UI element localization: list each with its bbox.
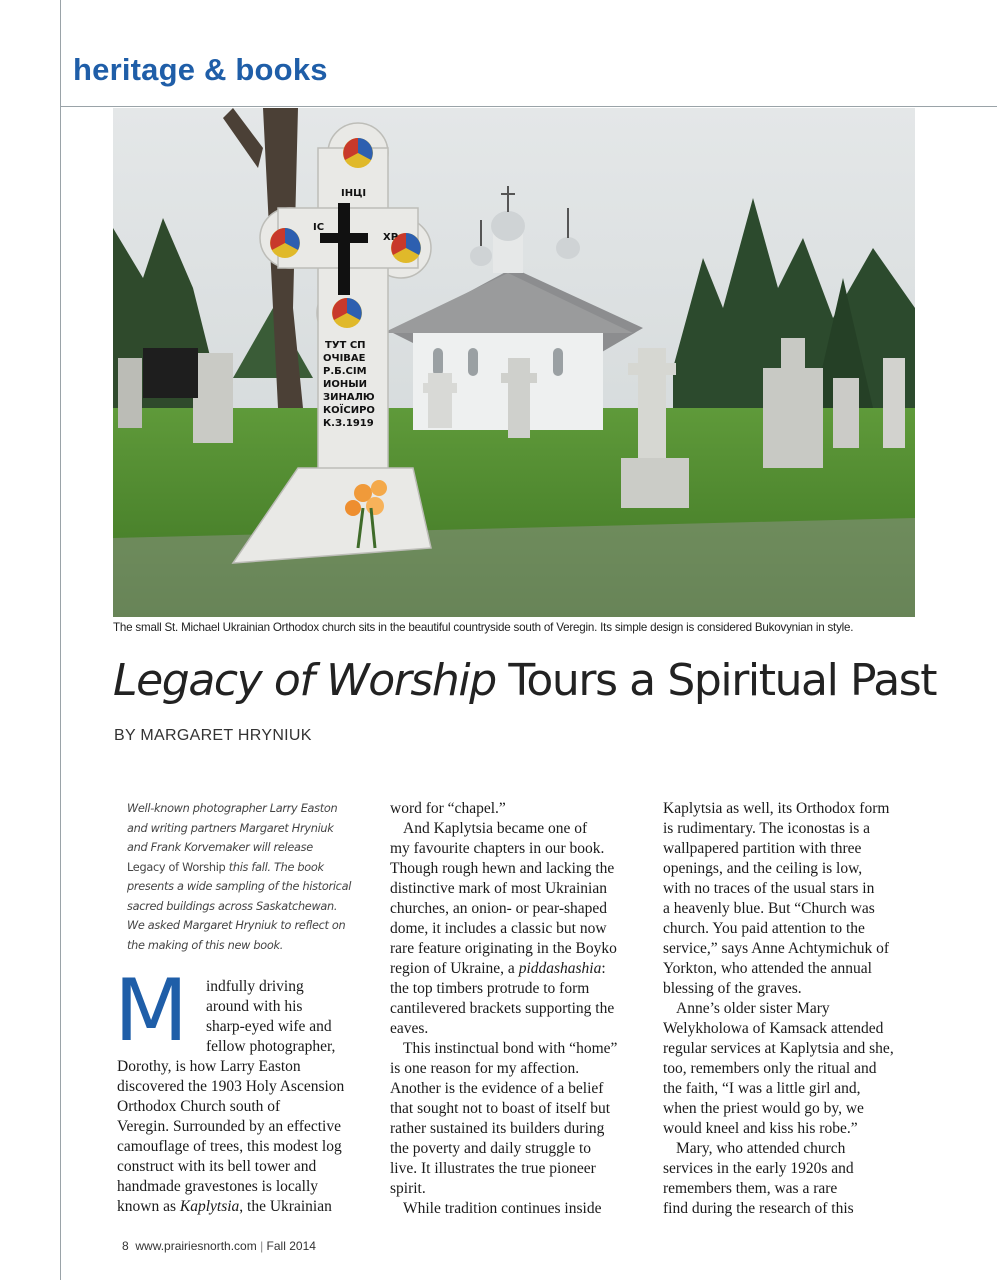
photo-illustration [113,108,915,617]
intro-text: We asked Margaret Hryniuk to reflect on [127,919,346,932]
text-line: handmade gravestones is locally [117,1178,319,1195]
italic-term: Kaplytsia [179,1198,240,1215]
website-url: www.prairiesnorth.com [135,1239,257,1253]
text-line: church. You paid attention to the [663,920,865,937]
text-line: Though rough hewn and lacking the [390,860,615,877]
text-line: service,” says Anne Achtymichuk of [663,940,889,957]
text-line: is one reason for my affection. [390,1060,580,1077]
intro-line [127,819,367,839]
byline: BY MARGARET HRYNIUK [114,727,312,744]
text-line: find during the research of this [663,1200,854,1217]
text-line: my favourite chapters in our book. [390,840,605,857]
cross-text-6: ИОНЫИ [323,379,367,390]
text-line: known as Kaplytsia, the Ukrainian [117,1198,332,1215]
text-line: spirit. [390,1180,426,1197]
text-line: Welykholowa of Kamsack attended [663,1020,884,1037]
photo-caption: The small St. Michael Ukrainian Orthodox church sits in the beautiful countryside south of Veregin. Its simple design is considered Bukovynian in style. [113,621,854,634]
text-line: word for “chapel.” [390,800,506,817]
text-line: wallpapered partition with three [663,840,862,857]
text-line: remembers them, was a rare [663,1180,838,1197]
text-line: Anne’s older sister Mary [676,1000,830,1017]
intro-text: Well-known photographer Larry Easton [127,802,338,815]
cross-text-5: Р.Б.СІМ [323,366,367,377]
text-line: construct with its bell tower and [117,1158,317,1175]
cross-text-3: ТУТ СП [325,340,366,351]
cross-text-7: ЗИНАЛЮ [323,392,375,403]
text-line: churches, an onion- or pear-shaped [390,900,608,917]
article-headline [113,655,936,706]
text-line: that sought not to boast of itself but [390,1100,610,1117]
text-line: when the priest would go by, we [663,1100,864,1117]
section-label: heritage & books [73,52,328,87]
text-line: regular services at Kaplytsia and she, [663,1040,894,1057]
text-line: While tradition continues inside [403,1200,602,1217]
cross-text-2: ХР [383,232,399,243]
article-column-1 [114,799,367,1217]
intro-line [127,916,367,936]
intro-line [127,838,367,858]
left-margin-rule [60,0,61,1280]
text-line: live. It illustrates the true pioneer [390,1160,596,1177]
text-line: the top timbers protrude to form [390,980,590,997]
intro-text: sacred buildings across Saskatchewan. [127,899,338,913]
page-footer [122,1239,316,1253]
italic-term: piddashashia [518,960,602,977]
dropcap-letter: M [114,961,189,1061]
text-line: distinctive mark of most Ukrainian [390,880,607,897]
text-line: the poverty and daily struggle to [390,1140,592,1157]
headline-rest: Tours a Spiritual Past [495,655,937,706]
text-line: Kaplytsia as well, its Orthodox form [663,800,890,817]
text-line: This instinctual bond with “home” [403,1040,618,1057]
text-line: Another is the evidence of a belief [390,1080,604,1097]
text-line: with no traces of the usual stars in [663,880,875,897]
text-line: dome, it includes a classic but now [390,920,607,937]
text-line: the faith, “I was a little girl and, [663,1080,861,1097]
text-line: rare feature originating in the Boyko [390,940,617,957]
text-line: Mary, who attended church [676,1140,846,1157]
intro-book-title: Legacy of Worship [127,860,226,874]
cross-text-8: КОЇСИРО [323,405,375,416]
intro-line [127,877,367,897]
text-line: would kneel and kiss his robe.” [663,1120,858,1137]
text-line: too, remembers only the ritual and [663,1060,877,1077]
text-line: region of Ukraine, a piddashashia: [390,960,606,977]
intro-text: and Frank Korvemaker will release [127,841,313,854]
article-column-3 [663,799,915,1219]
intro-text: the making of this new book. [127,938,284,952]
intro-line [127,936,367,956]
text-line: discovered the 1903 Holy Ascension [117,1078,345,1095]
intro-line [127,799,367,819]
intro-line [127,897,367,917]
text-line: is rudimentary. The iconostas is a [663,820,871,837]
dropcap-paragraph [114,961,367,1217]
text-line: Yorkton, who attended the annual [663,960,872,977]
text-line: Dorothy, is how Larry Easton [117,1058,301,1075]
article-column-2 [390,799,645,1219]
church-cemetery-photo [113,108,915,617]
footer-separator: | [260,1239,264,1253]
text-line: cantilevered brackets supporting the [390,1000,615,1017]
text-line: fellow photographer, [206,1038,336,1055]
intro-line [127,858,367,878]
issue-date: Fall 2014 [266,1239,316,1253]
page-number: 8 [122,1239,129,1253]
text-line: rather sustained its builders during [390,1120,605,1137]
text-line: indfully driving [206,978,304,995]
section-header-rule [60,106,997,107]
text-line: blessing of the graves. [663,980,802,997]
text-line: openings, and the ceiling is low, [663,860,863,877]
text-line: And Kaplytsia became one of [403,820,588,837]
cross-text-9: К.З.1919 [323,418,374,429]
text-line: a heavenly blue. But “Church was [663,900,875,917]
text-line: Veregin. Surrounded by an effective [117,1118,341,1135]
headline-book-title: Legacy of Worship [113,655,496,706]
text-line: sharp-eyed wife and [206,1018,332,1035]
cross-text-0: ІНЦІ [341,188,367,199]
cross-text-1: ІС [313,222,325,233]
intro-text: and writing partners Margaret Hryniuk [127,821,334,835]
text-line: eaves. [390,1020,429,1037]
text-line: Orthodox Church south of [117,1098,281,1115]
text-line: services in the early 1920s and [663,1160,854,1177]
cross-text-4: ОЧІВАЕ [323,353,366,364]
intro-text: presents a wide sampling of the historical [127,880,352,893]
intro-text: this fall. The book [225,860,324,874]
text-line: around with his [206,998,303,1015]
text-line: camouflage of trees, this modest log [117,1138,342,1155]
intro-blurb [127,799,367,955]
